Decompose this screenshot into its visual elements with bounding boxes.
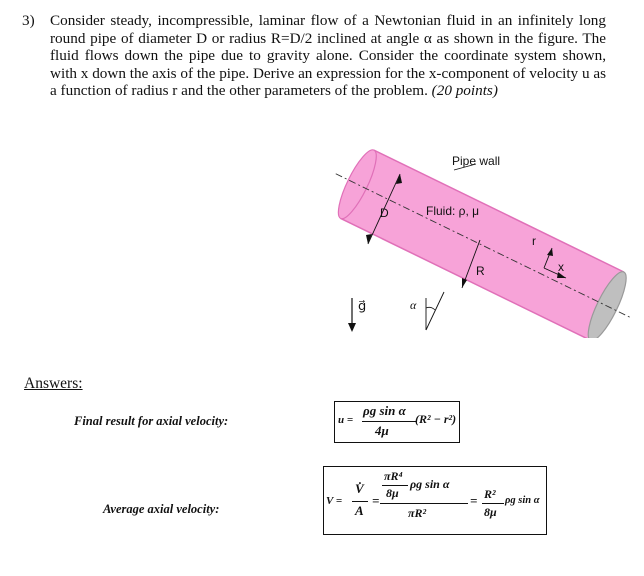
- eq2-f2-denominator: πR²: [408, 506, 427, 520]
- eq2-equals-a: =: [372, 493, 380, 508]
- eq2-f1-numerator: V̇: [355, 481, 364, 496]
- eq1-numerator: ρg sin α: [363, 403, 406, 418]
- eq2-f2-bar: [380, 503, 468, 504]
- eq2-lhs: V =: [326, 495, 343, 507]
- eq1-denominator: 4μ: [375, 423, 389, 438]
- axial-velocity-equation: [334, 401, 460, 443]
- average-velocity-label: Average axial velocity:: [103, 502, 220, 516]
- eq2-f1-denominator: A: [355, 503, 364, 518]
- problem-statement: [22, 12, 606, 100]
- eq2-f2-tail: ρg sin α: [410, 477, 450, 491]
- pipe-figure: [330, 148, 630, 338]
- alpha-tilted: [426, 292, 444, 330]
- problem-text: Consider steady, incompressible, laminar flow of a Newtonian fluid in an infinitely long round pipe of diameter D or radius R=D/2 inclined at angle α as shown in the figure. The fluid flows down the pipe due to gravity alone. Consider the coordinate system shown, with x down the axis of the pipe. Derive an expression for the x-component of velocity u as a function of radius r and the other parameters of the problem.: [50, 12, 606, 100]
- eq2-f2-inner-den: 8μ: [386, 486, 399, 500]
- eq1-tail: (R² − r²): [415, 412, 457, 426]
- gravity-label: g⃗: [358, 298, 367, 313]
- gravity-arrowhead: [348, 323, 356, 332]
- angle-label: α: [410, 298, 417, 312]
- average-velocity-equation: [323, 466, 547, 535]
- eq2-f3-numerator: R²: [484, 487, 496, 501]
- problem-points: (20 points): [431, 82, 498, 100]
- eq2-f2-inner-top: πR⁴: [384, 469, 403, 483]
- eq1-lhs: u =: [338, 414, 354, 426]
- pipe-body: [341, 150, 624, 338]
- x-label: x: [558, 260, 564, 274]
- eq1-fraction-bar: [362, 421, 416, 422]
- problem-number: 3): [22, 12, 35, 29]
- eq2-f3-tail: ρg sin α: [505, 495, 540, 506]
- problem-body: [50, 12, 606, 100]
- radius-label: R: [476, 264, 485, 278]
- alpha-arc: [426, 307, 435, 310]
- fluid-label: Fluid: ρ, μ: [426, 204, 480, 218]
- r-label: r: [532, 234, 536, 248]
- axial-velocity-label: Final result for axial velocity:: [74, 414, 229, 428]
- diameter-label: D: [380, 206, 389, 220]
- eq2-f3-denominator: 8μ: [484, 505, 497, 519]
- pipe-wall-label: Pipe wall: [452, 154, 501, 168]
- pipe-diagram: [330, 148, 630, 338]
- eq2-equals-b: =: [470, 493, 478, 508]
- answers-heading: Answers:: [24, 375, 83, 392]
